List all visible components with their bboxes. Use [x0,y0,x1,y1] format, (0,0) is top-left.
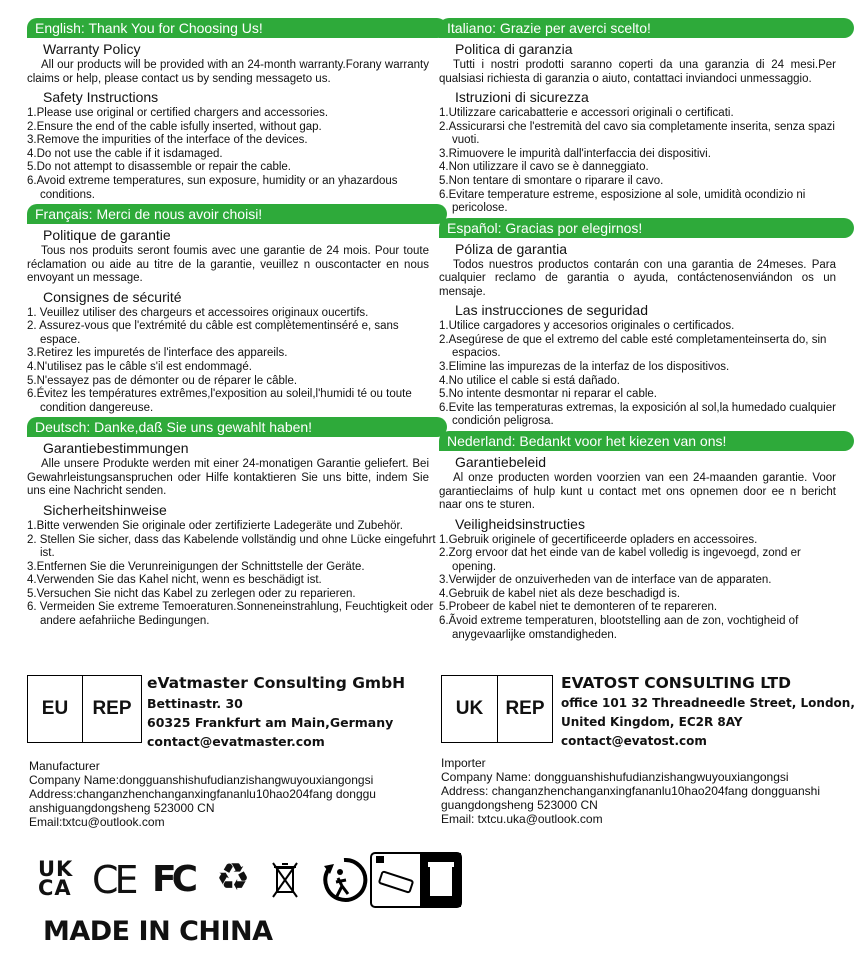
section-german [27,417,437,628]
german-warranty-title: Garantiebestimmungen [43,440,189,457]
section-italian [439,18,844,216]
list-item: 6.Évitez les températures extrêmes,l'exposition au soleil,l'humidi té ou toute condition dangereuse. [27,388,412,414]
ce-mark-icon: CE [92,858,135,902]
list-item: 5.Do not attempt to disassemble or repair the cable. [27,161,292,174]
italian-safety-list [439,107,844,216]
list-item: 4.No utilice el cable si está dañado. [439,374,620,387]
list-item: 3.Remove the impurities of the interface of the devices. [27,134,308,147]
list-item: 2. Stellen Sie sicher, dass das Kabelende vollständig und ohne Lücke eingefuhrt ist. [27,533,436,560]
german-warranty-text: Alle unsere Produkte werden mit einer 24-monatigen Garantie geliefert. Bei Gewahrleistungsanspruchen oder Hilfe kontaktieren Sie uns bitte, indem Sie uns eine Nachricht senden. [27,458,429,498]
uk-rep-address-line2: United Kingdom, EC2R 8AY [561,715,743,729]
english-safety-list [27,107,437,202]
italian-warranty-text: Tutti i nostri prodotti saranno coperti da una garanzia di 24 mesi.Per qualsiasi richiesta di garanzia o aiuto, contattaci inviandoci unmessaggio. [439,59,836,85]
german-banner: Deutsch: Danke,daß Sie uns gewahlt haben! [27,417,437,437]
importer-email: Email: txtcu.uka@outlook.com [441,812,603,826]
dutch-warranty-title: Garantiebeleid [455,454,547,470]
italian-safety-title: Istruzioni di sicurezza [455,89,589,105]
made-in-label: MADE IN CHINA [43,916,273,947]
list-item: 6.Ãvoid extreme temperaturen, blootstelling aan de zon, vochtigheid of anygevaarlijke omstandigheden. [439,615,799,641]
importer-label: Importer [441,756,486,770]
german-safety-title: Sicherheitshinweise [43,501,167,518]
triman-icon [320,856,368,904]
english-warranty-text: All our products will be provided with an 24-month warranty.Forany warranty claims or help, please contact us by sending messageto us. [27,59,429,85]
french-warranty-text: Tous nos produits seront foumis avec une garantie de 24 mois. Pour toute réclamation ou aide au titre de la garantie, veuillez n ouscontacter en nous envoyant un message. [27,245,429,285]
ukca-mark-icon: UK CA [38,857,74,900]
french-banner: Français: Merci de nous avoir choisi! [27,204,437,224]
manufacturer-address: Address:changanzhenchanganxingfananlu10hao204fang donggu anshiguangdongsheng 523000 CN [29,787,376,815]
list-item: 3.Entfernen Sie die Verunreinigungen der Schnittstelle der Geräte. [27,560,365,573]
section-dutch [439,431,844,642]
list-item: 4.Gebruik de kabel niet als deze beschadigd is. [439,587,681,600]
list-item: 1.Utilice cargadores y accesorios originales o certificados. [439,320,735,333]
manufacturer-block [29,759,409,829]
uk-rep-block [441,674,855,748]
list-item: 3.Rimuovere le impurità dall'interfaccia dei dispositivi. [439,147,711,160]
spanish-safety-title: Las instrucciones de seguridad [455,302,649,319]
manufacturer-email: Email:txtcu@outlook.com [29,815,165,829]
list-item: 5.Non tentare di smontare o riparare il cavo. [439,174,664,187]
section-spanish [439,218,844,429]
left-column [27,18,437,631]
list-item: 6. Vermeiden Sie extreme Temoeraturen.Sonneneinstrahlung, Feuchtigkeit oder andere aefahriiche Bedingungen. [27,601,434,628]
list-item: 4.Verwenden Sie das Kahel nicht, wenn es beschädigt ist. [27,574,322,587]
eu-rep-info [147,673,405,751]
dutch-safety-list [439,534,844,643]
uk-rep-address-line1: office 101 32 Threadneedle Street, London, [561,696,855,710]
list-item: 5.Versuchen Sie nicht das Kabel zu zerlegen oder zu reparieren. [27,587,356,600]
spanish-warranty-title: Póliza de garantia [455,240,568,257]
list-item: 1.Gebruik originele of gecertificeerde opladers en accessoires. [439,533,758,546]
rep-label: REP [505,698,545,719]
english-banner: English: Thank You for Choosing Us! [27,18,437,38]
list-item: 5.Probeer de kabel niet te demonteren of te repareren. [439,601,718,614]
section-french [27,204,437,415]
manufacturer-company: Company Name:dongguanshishufudianzishangwuyouxiangongsi [29,773,374,787]
spanish-banner: Español: Gracias por elegirnos! [439,218,844,238]
list-item: 1.Please use original or certified chargers and accessories. [27,107,329,119]
uk-rep-company: EVATOST CONSULTING LTD [561,674,791,692]
spanish-warranty-text: Todos nuestros productos contarán con una garantia de 24meses. Para cualquier reclamo de garantia o ayuda, contáctenosenviándon os un mensaje. [439,258,836,298]
crossed-bin-icon [270,860,300,900]
list-item: 1.Bitte verwenden Sie originale oder zertifizierte Ladegeräte und Zubehör. [27,519,403,532]
french-warranty-title: Politique de garantie [43,227,171,244]
uk-rep-info [561,673,855,751]
spanish-safety-list [439,320,844,429]
italian-banner: Italiano: Grazie per averci scelto! [439,18,844,38]
eu-rep-address-line1: Bettinastr. 30 [147,696,243,711]
dutch-warranty-text: Al onze producten worden voorzien van een 24-maanden garantie. Voor garantieclaims of hulp kunt u contact met ons opnemen door ee n bericht naar ons te sturen. [439,472,836,511]
list-item: 1. Veuillez utiliser des chargeurs et accessoires originaux oucertifs. [27,306,369,319]
list-item: 2.Ensure the end of the cable isfully inserted, without gap. [27,120,322,133]
eu-rep-block [27,674,427,749]
french-safety-list [27,307,437,416]
list-item: 2.Zorg ervoor dat het einde van de kabel volledig is ingevoegd, zond er opening. [439,547,801,573]
list-item: 2.Assicurarsi che l'estremità del cavo sia completamente inserita, senza spazi vuoti. [439,120,835,147]
eu-rep-label [27,675,142,743]
list-item: 2. Assurez-vous que l'extrémité du câble est complètementinséré e, sans espace. [27,320,399,346]
uk-rep-email: contact@evatost.com [561,734,707,748]
certification-marks [30,850,470,910]
list-item: 3.Verwijder de onzuiverheden van de interface van de apparaten. [439,574,772,587]
dutch-banner: Nederland: Bedankt voor het kiezen van ons! [439,431,844,451]
recycle-icon: ♻ [216,857,251,899]
rep-label: REP [92,698,132,719]
list-item: 2.Asegúrese de que el extremo del cable esté completamenteinserta do, sin espacios. [439,333,827,360]
list-item: 6.Avoid extreme temperatures, sun exposure, humidity or an yhazardous conditions. [27,174,398,201]
dutch-safety-title: Veiligheidsinstructies [455,515,585,532]
section-english [27,18,437,202]
list-item: 1.Utilizzare caricabatterie e accessori originali o certificati. [439,107,734,119]
eu-label: EU [28,676,83,742]
english-safety-title: Safety Instructions [43,89,159,105]
importer-company: Company Name: dongguanshishufudianzishangwuyouxiangongsi [441,770,789,784]
fcc-mark-icon: FC [152,859,194,900]
english-warranty-title: Warranty Policy [43,41,141,57]
list-item: 4.Non utilizzare il cavo se è danneggiato. [439,161,649,174]
importer-block [441,756,846,826]
list-item: 5.No intente desmontar ni reparar el cable. [439,388,657,401]
eu-rep-email: contact@evatmaster.com [147,734,325,749]
list-item: 6.Evite las temperaturas extremas, la exposición al sol,la humedado cualquier condición peligrosa. [439,401,836,428]
right-column [439,18,844,644]
list-item: 4.Do not use the cable if it isdamaged. [27,147,223,160]
uk-rep-label [441,675,553,743]
manufacturer-label: Manufacturer [29,759,100,773]
list-item: 5.N'essayez pas de démonter ou de réparer le câble. [27,374,298,387]
list-item: 3.Retirez les impuretés de l'interface des appareils. [27,347,288,360]
uk-label: UK [442,676,498,742]
list-item: 6.Evitare temperature estreme, esposizione al sole, umidità ocondizio ni pericolose. [439,188,806,215]
sorting-info-icon [370,852,462,908]
list-item: 3.Elimine las impurezas de la interfaz de los dispositivos. [439,361,730,374]
german-safety-list [27,520,437,629]
italian-warranty-title: Politica di garanzia [455,41,573,57]
eu-rep-address-line2: 60325 Frankfurt am Main,Germany [147,715,394,730]
french-safety-title: Consignes de sécurité [43,288,182,305]
importer-address: Address: changanzhenchanganxingfananlu10hao204fang dongguanshi guangdongsheng 523000 CN [441,784,820,812]
eu-rep-company: eVatmaster Consulting GmbH [147,674,406,692]
list-item: 4.N'utilisez pas le câble s'il est endommagé. [27,361,252,374]
